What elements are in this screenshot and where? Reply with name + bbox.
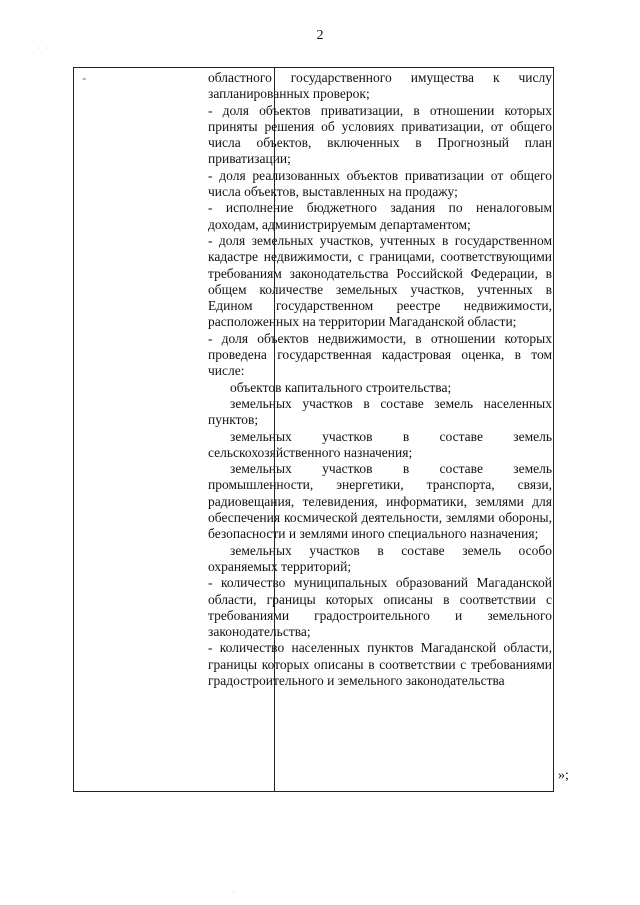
- paragraph: - доля реализованных объектов приватизации от общего числа объектов, выставленных на продажу;: [208, 167, 552, 200]
- paragraph: земельных участков в составе земель промышленности, энергетики, транспорта, связи, радиовещания, телевидения, информатики, землями для обеспечения космической деятельности, землями обороны, безопасности и землями иного специального назначения;: [208, 461, 552, 542]
- scan-speck: ·: [232, 888, 235, 897]
- page-number: 2: [316, 28, 324, 43]
- paragraph: - количество муниципальных образований Магаданской области, границы которых описаны в соответствии с требованиями градостроительного и земельного законодательства;: [208, 575, 552, 640]
- paragraph: - исполнение бюджетного задания по неналоговым доходам, администрируемым департаментом;: [208, 200, 552, 232]
- table: [73, 67, 554, 792]
- paragraph: - доля объектов недвижимости, в отношении которых проведена государственная кадастровая оценка, в том числе:: [208, 330, 552, 379]
- paragraph: земельных участков в составе земель сельскохозяйственного назначения;: [208, 428, 552, 460]
- scan-speck: ·: [38, 44, 41, 53]
- left-cell-mark: -: [82, 70, 87, 85]
- paragraph: земельных участков в составе земель особо охраняемых территорий;: [208, 542, 552, 574]
- paragraph: - доля земельных участков, учтенных в государственном кадастре недвижимости, с границами, соответствующими требованиям законодательства Российской Федерации, в общем количестве земельных участков, учтенных в Едином государственном реестре недвижимости, расположенных на территории Магаданской области;: [208, 232, 552, 330]
- closing-quote-mark: »;: [558, 768, 569, 783]
- scan-speck: ·: [46, 44, 49, 53]
- paragraph: объектов капитального строительства;: [230, 379, 452, 395]
- paragraph: - доля объектов приватизации, в отношении которых приняты решения об условиях приватизации, от общего числа объектов, включенных в Прогнозный план приватизации;: [208, 102, 552, 167]
- right-cell-content: [208, 70, 552, 689]
- paragraph: областного государственного имущества к числу запланированных проверок;: [208, 70, 552, 102]
- paragraph: земельных участков в составе земель населенных пунктов;: [208, 395, 552, 428]
- paragraph: - количество населенных пунктов Магаданской области, границы которых описаны в соответствии с требованиями градостроительного и земельного законодательства: [208, 640, 552, 688]
